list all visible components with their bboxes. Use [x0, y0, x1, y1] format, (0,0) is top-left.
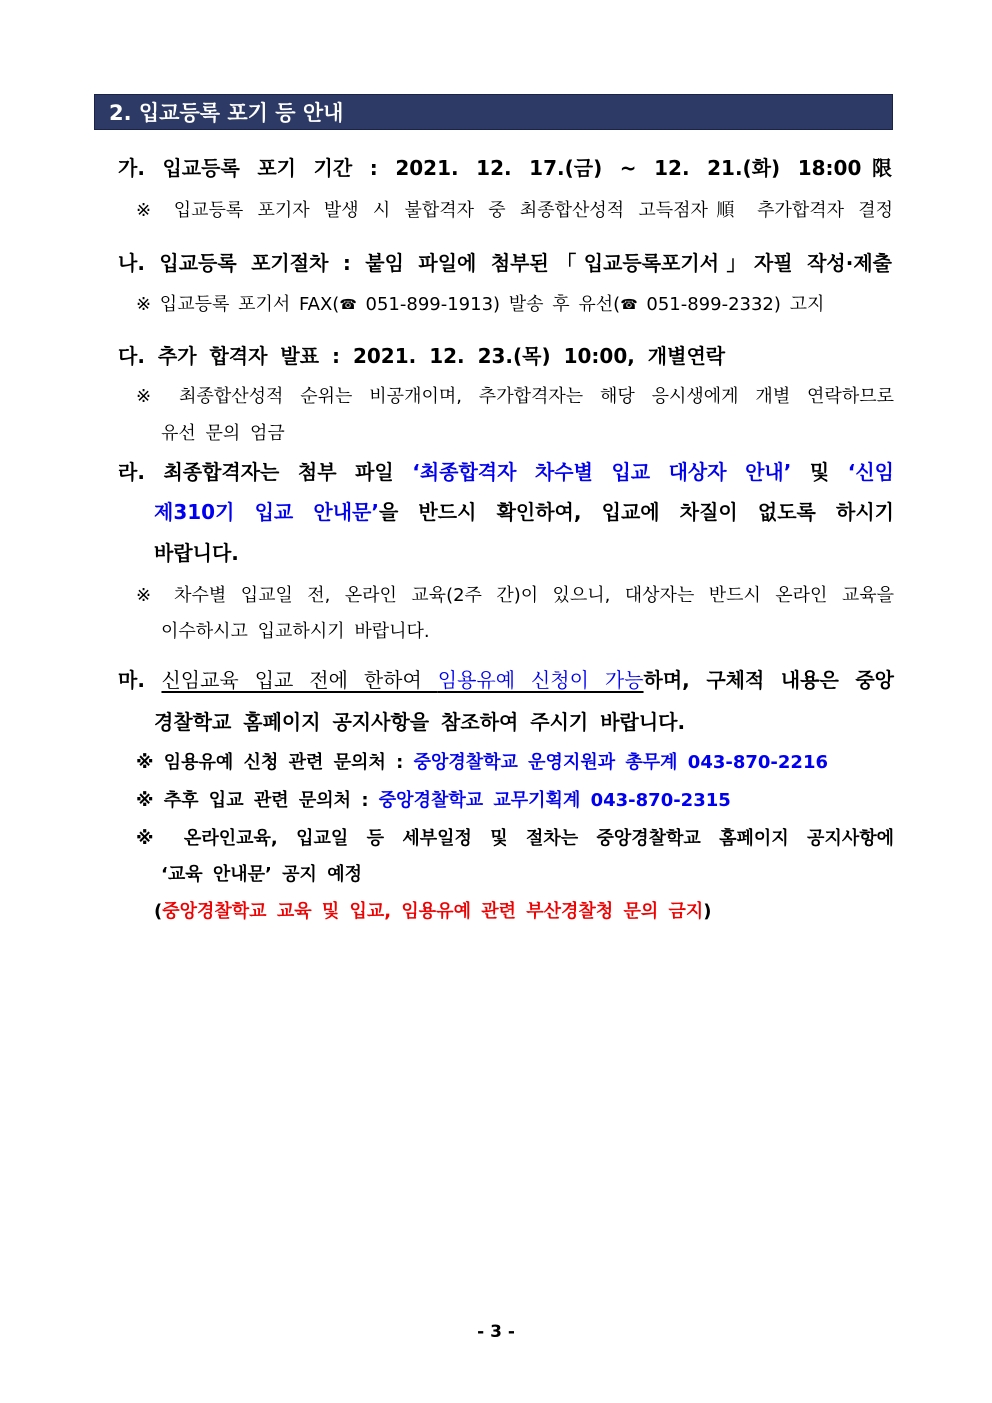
item-ra-l1-b: ‘최종합격자 차수별 입교 대상자 안내’	[412, 460, 792, 484]
item-ra-note-line2: 이수하시고 입교하시기 바랍니다.	[161, 621, 430, 642]
item-na-title: 나. 입교등록 포기절차 : 붙임 파일에 첨부된「입교등록포기서」자필 작성·제출	[118, 251, 892, 275]
item-ma-note4	[154, 897, 712, 923]
item-ma-n2-b: 중앙경찰학교 교무기획계 043-870-2315	[378, 790, 731, 811]
item-ma-note3-line2: ‘교육 안내문’ 공지 예정	[161, 864, 362, 885]
item-na-note-c: 051-899-2332) 고지	[637, 294, 825, 315]
item-ma-note3-line1: ※ 온라인교육, 입교일 등 세부일정 및 절차는 중앙경찰학교 홈페이지 공지사항에	[136, 828, 894, 849]
item-ga-title: 가. 입교등록 포기 기간 : 2021. 12. 17.(금) ~ 12. 21.(화) 18:00限	[118, 156, 892, 180]
item-ma-n2-a: ※ 추후 입교 관련 문의처 :	[136, 790, 379, 811]
phone-icon: ☎	[339, 297, 357, 313]
item-ma-n4-close: )	[703, 901, 712, 922]
item-ra-l2-b: 을 반드시 확인하여, 입교에 차질이 없도록 하시기	[378, 500, 894, 524]
item-ma-note1	[136, 748, 828, 774]
item-ma-n4-open: (	[154, 901, 163, 922]
item-na-note-a: ※ 입교등록 포기서 FAX(	[136, 294, 340, 315]
item-ma-n4-red: 중앙경찰학교 교육 및 입교, 임용유예 관련 부산경찰청 문의 금지	[162, 901, 704, 922]
item-ma-line1	[118, 664, 894, 693]
item-ma-prefix: 마.	[118, 668, 162, 692]
item-ma-line2: 경찰학교 홈페이지 공지사항을 참조하여 주시기 바랍니다.	[154, 710, 686, 734]
item-ra-l2-a: 제310기 입교 안내문’	[154, 500, 379, 524]
item-ma-n1-a: ※ 임용유예 신청 관련 문의처 :	[136, 752, 414, 773]
item-ra-line1	[118, 456, 894, 485]
item-ra-line2	[154, 496, 894, 525]
item-ra-l1-a: 라. 최종합격자는 첨부 파일	[118, 460, 413, 484]
item-da-title: 다. 추가 합격자 발표 : 2021. 12. 23.(목) 10:00, 개별연락	[118, 344, 726, 368]
item-da-note-line1: ※ 최종합산성적 순위는 비공개이며, 추가합격자는 해당 응시생에게 개별 연락하므로	[136, 386, 894, 407]
item-ma-l1-c: 하며, 구체적 내용은 중앙	[643, 668, 894, 692]
phone-icon: ☎	[620, 297, 638, 313]
item-ra-l1-c: 및	[791, 460, 848, 484]
item-ga-note: ※ 입교등록 포기자 발생 시 불합격자 중 최종합산성적 고득점자順 추가합격자 결정	[136, 200, 893, 221]
item-ma-l1-b: 임용유예 신청이 가능	[437, 668, 644, 692]
item-na-note	[136, 290, 824, 316]
item-da-note-line2: 유선 문의 엄금	[161, 423, 285, 444]
item-ra-note-line1: ※ 차수별 입교일 전, 온라인 교육(2주 간)이 있으니, 대상자는 반드시 온라인 교육을	[136, 585, 894, 606]
page-number: - 3 -	[477, 1322, 515, 1342]
section-header	[94, 94, 893, 130]
item-na-note-b: 051-899-1913) 발송 후 유선(	[356, 294, 621, 315]
section-title: 2. 입교등록 포기 등 안내	[109, 101, 344, 125]
item-ra-l1-d: ‘신임	[847, 460, 894, 484]
item-ma-underlined	[161, 668, 643, 692]
item-ra-line3: 바랍니다.	[154, 541, 239, 565]
item-ma-n1-b: 중앙경찰학교 운영지원과 총무계 043-870-2216	[413, 752, 828, 773]
item-ma-l1-a: 신임교육 입교 전에 한하여	[161, 668, 438, 692]
item-ma-note2	[136, 786, 731, 812]
